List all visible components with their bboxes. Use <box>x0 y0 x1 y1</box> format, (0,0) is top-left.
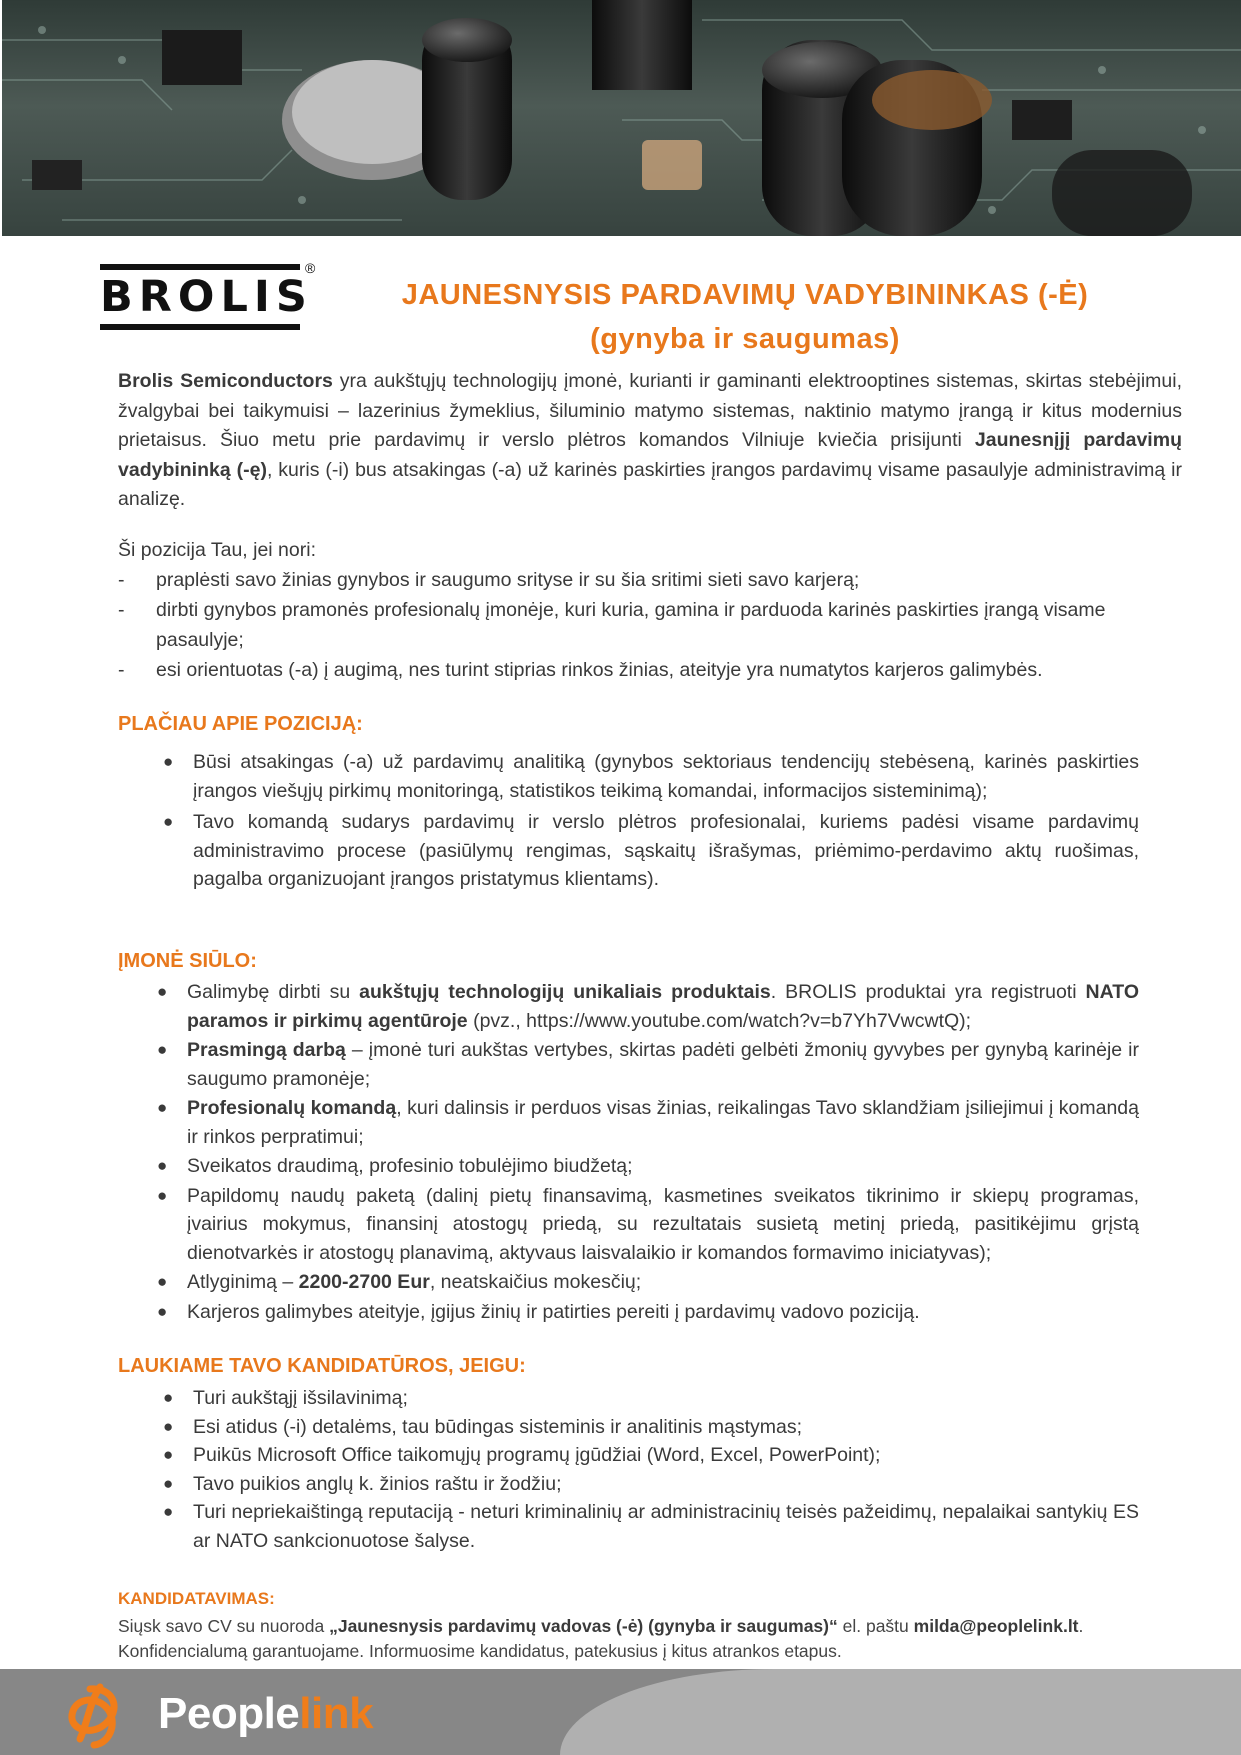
contact-email[interactable]: milda@peoplelink.lt <box>913 1616 1079 1636</box>
list-item: ● Turi nepriekaištingą reputaciją - neturi kriminalinių ar administracinių teisės pažeidimų, nepalaikai santykių ES ar NATO sankcionuotose šalyse. <box>163 1501 1139 1552</box>
list-item: ● Būsi atsakingas (-a) už pardavimų analitiką (gynybos sektoriaus tendencijų stebėseną, karinės paskirties įrangos viešųjų pirkimų monitoringą, statistikos teikimą komandai, informacijos sisteminimą); <box>163 751 1139 802</box>
list-item: ● Karjeros galimybes ateityje, įgijus žinių ir patirties pereiti į pardavimų vadovo poziciją. <box>157 1300 920 1323</box>
footer-shape <box>560 1669 1241 1755</box>
hero-image <box>2 0 1241 236</box>
list-item: ● Galimybę dirbti su aukštųjų technologijų unikaliais produktais. BROLIS produktai yra registruoti NATO paramos ir pirkimų agentūroje (pvz., https://www.youtube.com/watch?v=b7Yh7VwcwtQ); <box>157 981 1139 1032</box>
apply-line-2: Konfidencialumą garantuojame. Informuosime kandidatus, patekusius į kitus atrankos etapus. <box>118 1641 842 1661</box>
list-item: ● Puikūs Microsoft Office taikomųjų programų įgūdžiai (Word, Excel, PowerPoint); <box>163 1444 881 1466</box>
brolis-logo <box>100 260 320 334</box>
logo-bottom-bar <box>100 324 300 330</box>
list-item: ● Papildomų naudų paketą (dalinį pietų finansavimą, kasmetines sveikatos tikrinimo ir skiepų programas, įvairius mokymus, finansinį atostogų priedą, su rezultatais susietą metinį priedą, pasitikėjimu grįstą dienotvarkės ir atostogų planavimą, aktyvaus laisvalaikio ir komandos formavimo iniciatyvas); <box>157 1184 1139 1264</box>
apply-text <box>118 1614 1182 1664</box>
apply-heading: KANDIDATAVIMAS: <box>118 1589 275 1608</box>
requirements-list <box>163 1384 1139 1555</box>
list-item: ● Turi aukštąjį išsilavinimą; <box>163 1387 408 1409</box>
list-item: ● Prasmingą darbą – įmonė turi aukštas vertybes, skirtas padėti gelbėti žmonių gyvybes per gynybą karinėje ir saugumo pramonėje; <box>157 1039 1140 1090</box>
job-title-line2: (gynyba ir saugumas) <box>590 323 900 355</box>
list-item: ● Esi atidus (-i) detalėms, tau būdingas sisteminis ir analitinis mąstymas; <box>163 1415 803 1438</box>
want-item: - praplėsti savo žinias gynybos ir saugumo srityse ir su šia sritimi sieti savo karjerą; <box>118 569 860 591</box>
list-item: ● Profesionalų komandą, kuri dalinsis ir perduos visas žinias, reikalingas Tavo sklandžiam įsiliejimui į komandą ir rinkos perpratimui; <box>157 1097 1139 1148</box>
job-title <box>370 273 1120 361</box>
logo-wordmark: BROLIS <box>100 272 313 322</box>
position-intro: Ši pozicija Tau, jei nori: <box>118 539 316 561</box>
position-name: Jaunesnįjį pardavimų vadybininką (-ę) <box>118 429 1182 481</box>
about-list <box>163 748 1139 894</box>
list-item: ● Sveikatos draudimą, profesinio tobulėjimo biudžetą; <box>157 1155 633 1177</box>
circuit-board-illustration <box>2 0 1241 236</box>
registered-mark: ® <box>305 260 316 276</box>
about-heading: PLAČIAU APIE POZICIJĄ: <box>118 713 363 735</box>
company-name: Brolis Semiconductors <box>118 370 333 392</box>
want-item: - dirbti gynybos pramonės profesionalų įmonėje, kuri kuria, gamina ir parduoda karinės paskirties įrangą visame pasaulyje; <box>118 599 1106 651</box>
offer-heading: ĮMONĖ SIŪLO: <box>118 950 257 972</box>
apply-line-1: Siųsk savo CV su nuoroda „Jaunesnysis pardavimų vadovas (-ė) (gynyba ir saugumas)“ el. paštu milda@peoplelink.lt. <box>118 1616 1084 1636</box>
footer-banner <box>0 1669 1241 1755</box>
list-item: ● Tavo komandą sudarys pardavimų ir verslo plėtros profesionalai, kuriems padėsi visame pardavimų administravimo procese (pasiūlymų rengimas, sąskaitų išrašymas, priėmimo-perdavimo aktų ruošimas, pagalba organizuojant įrangos pristatymus klientams). <box>163 811 1139 890</box>
intro-text-2: , kuris (-i) bus atsakingas (-a) už karinės paskirties įrangos pardavimų visame pasaulyje administravimą ir analizę. <box>118 458 1182 510</box>
peoplelink-swirl-icon <box>60 1681 132 1751</box>
list-item: ● Atlyginimą – 2200-2700 Eur, neatskaičius mokesčių; <box>157 1271 642 1293</box>
intro-paragraph <box>118 367 1182 515</box>
peoplelink-logo: Peoplelink <box>158 1689 374 1738</box>
want-item: - esi orientuotas (-a) į augimą, nes turint stiprias rinkos žinias, ateityje yra numatytos karjeros galimybės. <box>118 659 1043 681</box>
list-item: ● Tavo puikios anglų k. žinios raštu ir žodžiu; <box>163 1472 562 1495</box>
job-title-line1: JAUNESNYSIS PARDAVIMŲ VADYBININKAS (-Ė) <box>401 279 1089 311</box>
offer-list <box>157 978 1140 1326</box>
intro-text-1: yra aukštųjų technologijų įmonė, kurianti ir gaminanti elektrooptines sistemas, skirtas stebėjimui, žvalgybai bei taikymuisi – lazerinius žymeklius, šiluminio matymo sistemas, naktinio matymo įrangą ir kitus modernius prietaisus. Šiuo metu prie pardavimų ir verslo plėtros komandos Vilniuje kviečia prisijunti <box>118 370 1182 451</box>
requirements-heading: LAUKIAME TAVO KANDIDATŪROS, JEIGU: <box>118 1355 526 1377</box>
